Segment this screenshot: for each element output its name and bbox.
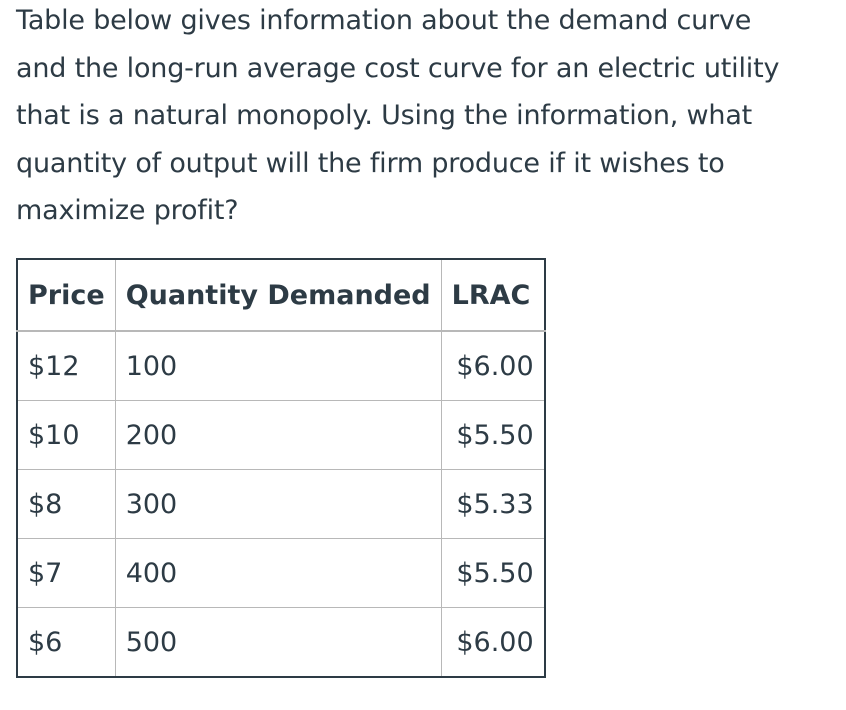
cell-lrac: $6.00 (441, 331, 545, 401)
table-row (17, 401, 545, 470)
cell-quantity: 400 (115, 539, 441, 608)
demand-cost-table (16, 258, 546, 678)
table-row (17, 539, 545, 608)
cell-price: $12 (17, 331, 115, 401)
question-line: Table below gives information about the demand curve (16, 5, 752, 36)
header-lrac: LRAC (441, 259, 545, 331)
cell-price: $8 (17, 470, 115, 539)
cell-price: $10 (17, 401, 115, 470)
question-line: maximize profit? (16, 195, 239, 226)
cell-quantity: 200 (115, 401, 441, 470)
cell-quantity: 300 (115, 470, 441, 539)
cell-price: $7 (17, 539, 115, 608)
question-line: that is a natural monopoly. Using the information, what (16, 100, 753, 131)
table-row (17, 470, 545, 539)
cell-quantity: 100 (115, 331, 441, 401)
header-quantity-demanded: Quantity Demanded (115, 259, 441, 331)
table-header-row (17, 259, 545, 331)
header-price: Price (17, 259, 115, 331)
cell-lrac: $6.00 (441, 608, 545, 678)
cell-lrac: $5.50 (441, 539, 545, 608)
table-row (17, 331, 545, 401)
question-line: and the long-run average cost curve for an electric utility (16, 52, 780, 84)
cell-lrac: $5.33 (441, 470, 545, 539)
cell-lrac: $5.50 (441, 401, 545, 470)
question-text (16, 0, 836, 235)
cell-quantity: 500 (115, 608, 441, 678)
question-line: quantity of output will the firm produce if it wishes to (16, 147, 725, 179)
table-row (17, 608, 545, 678)
cell-price: $6 (17, 608, 115, 678)
